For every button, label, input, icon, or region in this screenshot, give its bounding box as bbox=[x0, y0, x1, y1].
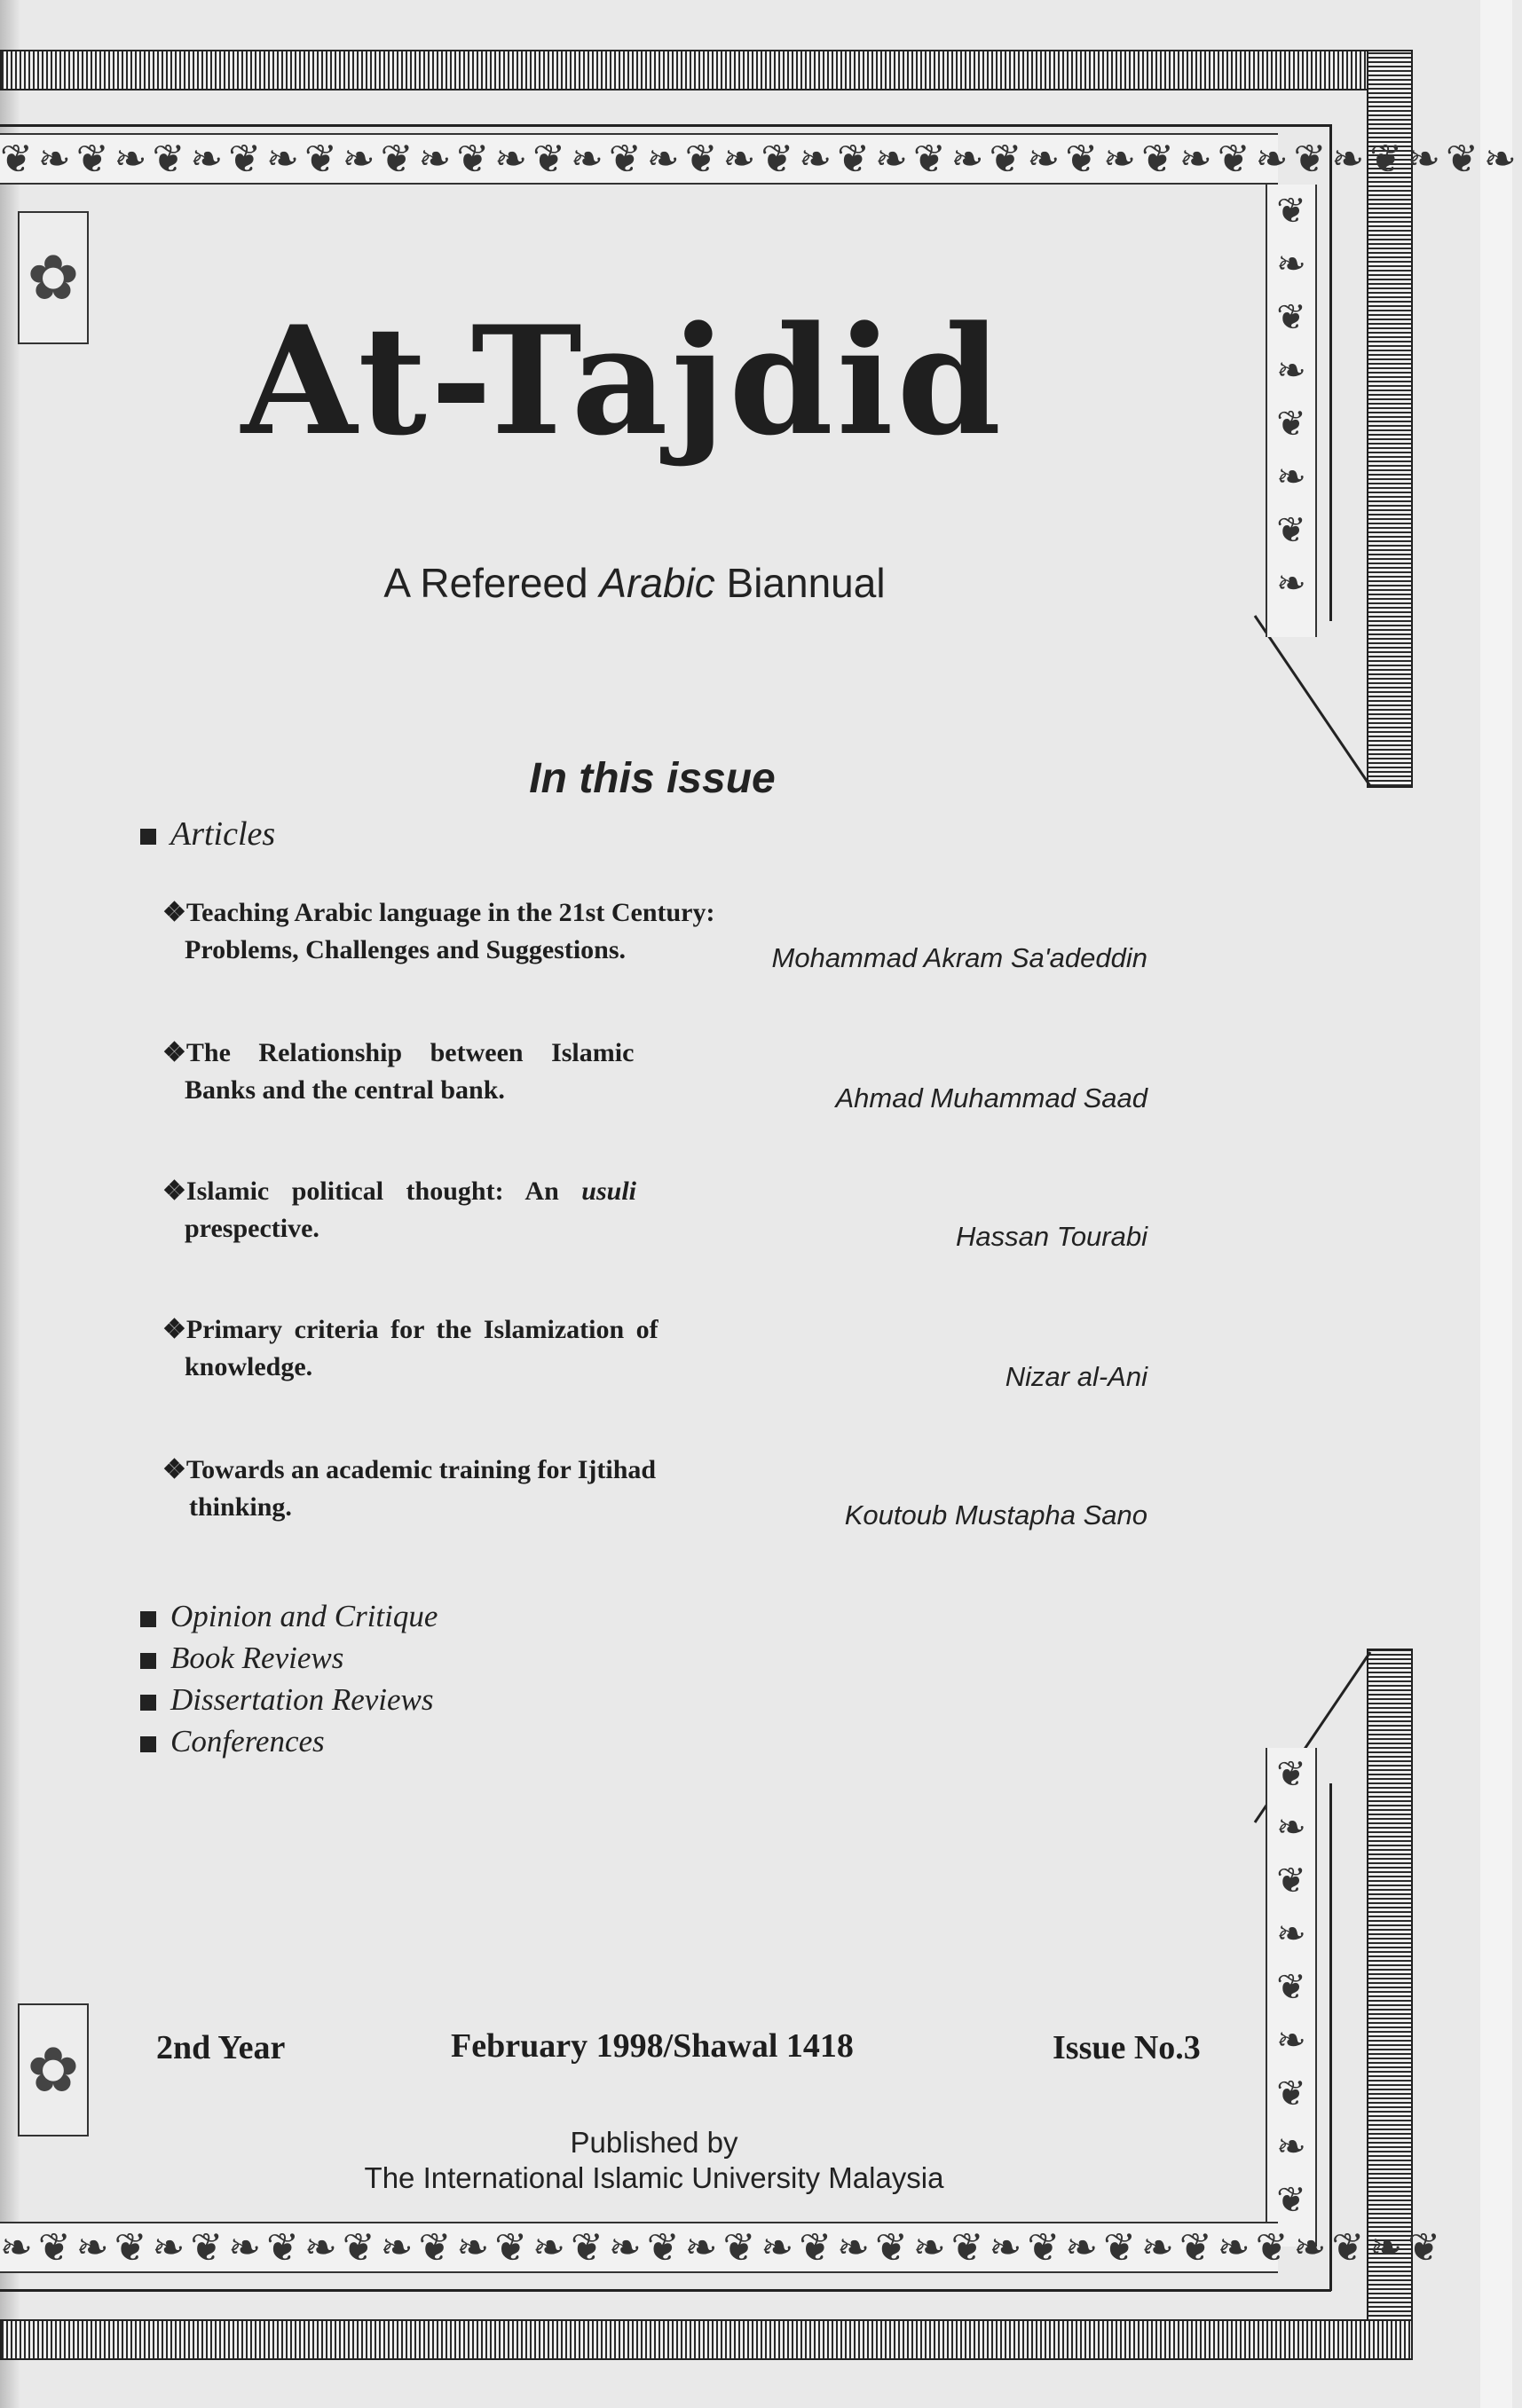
article-title bbox=[162, 894, 715, 969]
article-title-line: thinking. bbox=[189, 1492, 292, 1522]
list-item: Conferences bbox=[140, 1720, 438, 1762]
article-title bbox=[162, 1452, 708, 1526]
subtitle-prefix: A Refereed bbox=[383, 560, 600, 606]
article-title-line: knowledge. bbox=[185, 1352, 313, 1381]
journal-subtitle bbox=[0, 559, 1269, 607]
journal-title: At-Tajdid bbox=[241, 293, 1005, 468]
square-bullet-icon bbox=[140, 829, 156, 845]
year-label: 2nd Year bbox=[156, 2029, 286, 2066]
arabesque-border-right-top: ❦ ❧ ❦ ❧ ❦ ❧ ❦ ❧ bbox=[1266, 185, 1317, 637]
article-title bbox=[162, 1173, 708, 1247]
arabesque-pattern-icon: ❦❧❦❧❦❧❦❧❦❧❦❧❦❧❦❧❦❧❦❧❦❧❦❧❦❧❦❧❦❧❦❧❦❧❦❧❦❧❦❧ bbox=[0, 136, 1522, 182]
frame-line-right-bottom bbox=[1329, 1783, 1332, 2291]
articles-section-label: Articles bbox=[140, 814, 275, 854]
bottom-hatched-bar bbox=[0, 2319, 1413, 2360]
rosette-ornament-bottom bbox=[18, 2003, 89, 2137]
article-author: Koutoub Mustapha Sano bbox=[844, 1499, 1147, 1531]
published-by-label: Published by bbox=[570, 2126, 738, 2159]
arabesque-border-right-bottom: ❦ ❧ ❦ ❧ ❦ ❧ ❦ ❧ ❦ bbox=[1266, 1748, 1317, 2247]
article-title bbox=[162, 1311, 708, 1386]
subtitle-suffix: Biannual bbox=[714, 560, 886, 606]
list-item: Dissertation Reviews bbox=[140, 1679, 438, 1720]
square-bullet-icon bbox=[140, 1611, 156, 1627]
contents-heading: In this issue bbox=[529, 755, 776, 802]
arabesque-pattern-icon: ❧❦❧❦❧❦❧❦❧❦❧❦❧❦❧❦❧❦❧❦❧❦❧❦❧❦❧❦❧❦❧❦❧❦❧❦❧❦ bbox=[0, 2224, 1446, 2270]
article-title-line: ❖The Relationship between Islamic bbox=[162, 1038, 635, 1067]
article-title-line: ❖Towards an academic training for Ijtihad bbox=[162, 1455, 657, 1484]
other-sections-list bbox=[140, 1595, 438, 1762]
article-title-line: Banks and the central bank. bbox=[185, 1075, 505, 1105]
article-author: Ahmad Muhammad Saad bbox=[835, 1082, 1147, 1114]
square-bullet-icon bbox=[140, 1736, 156, 1752]
article-title-line: ❖Islamic political thought: An usuli bbox=[162, 1176, 636, 1206]
article-author: Hassan Tourabi bbox=[956, 1221, 1147, 1252]
issue-number: Issue No.3 bbox=[1053, 2029, 1201, 2066]
issue-date: February 1998/Shawal 1418 bbox=[451, 2027, 854, 2065]
square-bullet-icon bbox=[140, 1695, 156, 1711]
frame-line-right-top bbox=[1329, 124, 1332, 621]
square-bullet-icon bbox=[140, 1653, 156, 1669]
article-title-line: prespective. bbox=[185, 1214, 319, 1243]
rosette-icon: ✿ bbox=[27, 241, 80, 314]
subtitle-italic: Arabic bbox=[599, 560, 715, 606]
article-author: Nizar al-Ani bbox=[1005, 1361, 1147, 1392]
arabesque-border-bottom bbox=[0, 2222, 1446, 2273]
article-title-line: Problems, Challenges and Suggestions. bbox=[185, 935, 627, 964]
top-hatched-bar bbox=[0, 50, 1413, 90]
article-title-line: ❖Primary criteria for the Islamization of bbox=[162, 1315, 658, 1344]
arabesque-border-top bbox=[0, 133, 1522, 185]
list-item: Book Reviews bbox=[140, 1637, 438, 1679]
frame-line-top bbox=[0, 124, 1331, 127]
article-title bbox=[162, 1035, 708, 1109]
frame-line-bottom bbox=[0, 2289, 1331, 2292]
article-title-line: ❖Teaching Arabic language in the 21st Century: bbox=[162, 898, 715, 927]
publisher-name: The International Islamic University Malaysia bbox=[364, 2161, 944, 2194]
page-right-margin bbox=[1480, 0, 1512, 2408]
list-item: Opinion and Critique bbox=[140, 1595, 438, 1637]
article-author: Mohammad Akram Sa'adeddin bbox=[771, 942, 1147, 973]
rosette-icon: ✿ bbox=[27, 2034, 80, 2106]
